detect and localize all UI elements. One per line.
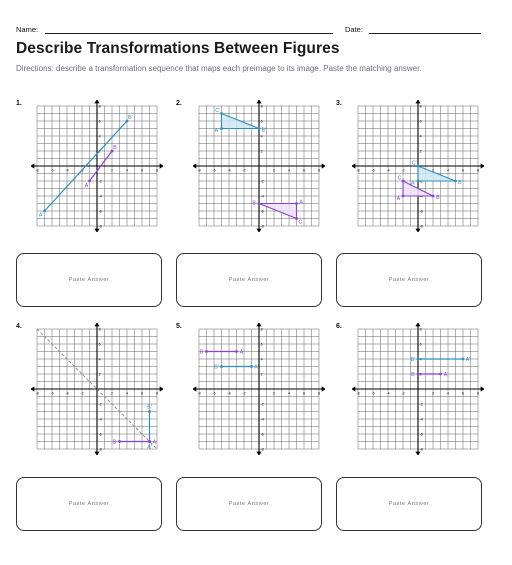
x-tick-label: -4 (65, 168, 69, 173)
vertex-point (148, 440, 151, 443)
vertex-point (402, 180, 405, 183)
vertex-label: C (298, 219, 303, 226)
x-tick-label: 4 (126, 168, 128, 173)
y-tick-label: 2 (419, 149, 422, 154)
x-tick-label: -2 (80, 168, 84, 173)
date-label: Date: (345, 25, 363, 34)
y-axis-arrow (256, 452, 261, 455)
vertex-point (454, 180, 457, 183)
x-tick-label: -6 (212, 168, 216, 173)
x-tick-label: -8 (356, 391, 360, 396)
x-tick-label: -4 (386, 391, 390, 396)
problem-number-5: 5. (176, 323, 182, 330)
problem-number-4: 4. (16, 323, 22, 330)
x-tick-label: 6 (462, 391, 464, 396)
vertex-label: B (436, 195, 440, 202)
y-axis-arrow (256, 229, 261, 232)
y-axis-arrow (94, 100, 99, 103)
answer-placeholder-3: Paste Answer (388, 277, 430, 283)
vertex-label: A (239, 349, 244, 356)
x-tick-label: 8 (477, 168, 479, 173)
vertex-point (220, 365, 223, 368)
x-axis-arrow (322, 386, 325, 391)
vertex-label: A (152, 439, 157, 446)
x-tick-label: 6 (462, 168, 464, 173)
x-tick-label: 2 (111, 391, 113, 396)
vertex-label: A (84, 182, 89, 189)
y-axis-arrow (415, 100, 420, 103)
y-tick-label: -2 (419, 402, 423, 407)
vertex-label: A' (38, 212, 44, 219)
vertex-point (417, 180, 420, 183)
x-axis-arrow (352, 163, 355, 168)
vertex-point (235, 350, 238, 353)
x-tick-label: 8 (477, 391, 479, 396)
answer-box-4[interactable] (16, 477, 162, 531)
vertex-point (148, 410, 151, 413)
y-tick-label: 4 (98, 134, 101, 139)
vertex-label: B' (261, 127, 267, 134)
vertex-point (295, 217, 298, 220)
y-tick-label: 8 (260, 327, 263, 332)
vertex-label: B (112, 439, 117, 446)
x-axis-arrow (322, 163, 325, 168)
x-axis-arrow (31, 386, 34, 391)
y-axis-arrow (94, 323, 99, 326)
x-axis-arrow (193, 386, 196, 391)
y-tick-label: -6 (98, 209, 102, 214)
y-tick-label: 2 (419, 372, 422, 377)
y-tick-label: -8 (260, 447, 264, 452)
graph-1 (31, 100, 163, 232)
y-tick-label: -4 (419, 417, 423, 422)
vertex-label: B' (147, 404, 152, 411)
y-tick-label: 6 (260, 119, 263, 124)
y-tick-label: -8 (419, 224, 423, 229)
answer-box-6[interactable] (336, 477, 482, 531)
answer-box-2[interactable] (176, 253, 322, 307)
vertex-point (417, 358, 420, 361)
y-axis-arrow (94, 229, 99, 232)
worksheet-title: Describe Transformations Between Figures (16, 40, 340, 57)
y-tick-label: -6 (419, 209, 423, 214)
x-tick-label: -6 (212, 391, 216, 396)
vertex-label: A (299, 199, 303, 206)
y-tick-label: 8 (419, 327, 422, 332)
x-tick-label: -6 (371, 391, 375, 396)
vertex-label: A' (214, 128, 220, 135)
y-tick-label: -8 (419, 447, 423, 452)
y-tick-label: -2 (260, 179, 264, 184)
vertex-point (43, 210, 46, 213)
vertex-point (402, 195, 405, 198)
y-tick-label: -4 (260, 194, 264, 199)
vertex-label: B (113, 144, 117, 151)
x-tick-label: 4 (288, 168, 290, 173)
x-tick-label: -2 (242, 168, 246, 173)
y-tick-label: -8 (98, 224, 102, 229)
vertex-point (439, 373, 442, 376)
y-tick-label: 8 (260, 104, 263, 109)
graph-3 (352, 100, 484, 232)
x-tick-label: -4 (65, 391, 69, 396)
answer-placeholder-1: Paste Answer (68, 277, 110, 283)
x-axis-arrow (352, 386, 355, 391)
directions-text: Directions: describe a transformation sequence that maps each preimage to its image. Paste the matching answer. (16, 64, 422, 73)
y-tick-label: 8 (98, 327, 101, 332)
vertex-point (220, 127, 223, 130)
vertex-point (220, 112, 223, 115)
x-tick-label: 4 (447, 391, 449, 396)
problem-number-1: 1. (16, 100, 22, 107)
x-tick-label: -2 (242, 391, 246, 396)
graph-5 (193, 323, 325, 455)
vertex-label: A' (147, 444, 152, 451)
y-axis-arrow (415, 323, 420, 326)
vertex-label: C' (215, 108, 220, 115)
y-tick-label: 8 (98, 104, 101, 109)
y-tick-label: 4 (260, 134, 263, 139)
vertex-point (295, 202, 298, 205)
name-line[interactable] (45, 33, 333, 34)
x-tick-label: 2 (273, 168, 275, 173)
y-tick-label: 6 (419, 119, 422, 124)
graph-4 (31, 323, 163, 455)
y-tick-label: -2 (98, 402, 102, 407)
x-tick-label: 8 (156, 168, 158, 173)
vertex-label: B' (458, 179, 463, 186)
x-tick-label: -8 (35, 168, 39, 173)
y-tick-label: 4 (419, 134, 422, 139)
y-tick-label: -4 (98, 417, 102, 422)
x-tick-label: -4 (386, 168, 390, 173)
x-tick-label: 6 (141, 391, 143, 396)
problem-number-3: 3. (336, 100, 342, 107)
vertex-label: B' (128, 115, 133, 122)
y-tick-label: 6 (260, 342, 263, 347)
y-tick-label: 4 (419, 357, 422, 362)
x-tick-label: 4 (288, 391, 290, 396)
vertex-point (417, 165, 420, 168)
y-axis-arrow (415, 229, 420, 232)
x-tick-label: -2 (80, 391, 84, 396)
date-line[interactable] (369, 33, 481, 34)
x-axis-arrow (481, 163, 484, 168)
answer-box-5[interactable] (176, 477, 322, 531)
y-tick-label: -2 (98, 179, 102, 184)
name-label: Name: (16, 25, 39, 34)
y-tick-label: -2 (260, 402, 264, 407)
y-tick-label: -8 (260, 224, 264, 229)
vertex-point (88, 180, 91, 183)
x-tick-label: 4 (447, 168, 449, 173)
vertex-point (258, 202, 261, 205)
y-tick-label: 2 (98, 372, 101, 377)
vertex-point (118, 440, 121, 443)
answer-placeholder-6: Paste Answer (388, 501, 430, 507)
x-tick-label: -8 (356, 168, 360, 173)
graph-2 (193, 100, 325, 232)
x-tick-label: -8 (35, 391, 39, 396)
y-tick-label: -6 (260, 432, 264, 437)
vertex-point (258, 127, 261, 130)
vertex-label: B (411, 371, 415, 378)
vertex-point (462, 358, 465, 361)
y-tick-label: -4 (260, 417, 264, 422)
x-tick-label: -6 (371, 168, 375, 173)
x-axis-arrow (481, 386, 484, 391)
vertex-point (250, 365, 253, 368)
vertex-label: A' (465, 356, 471, 363)
vertex-label: A' (411, 180, 416, 187)
answer-placeholder-2: Paste Answer (228, 277, 270, 283)
x-tick-label: -6 (50, 391, 54, 396)
y-tick-label: -8 (98, 447, 102, 452)
x-tick-label: -2 (401, 168, 405, 173)
y-tick-label: 4 (260, 357, 263, 362)
vertex-label: B' (214, 364, 219, 371)
y-tick-label: 2 (260, 372, 263, 377)
vertex-label: A' (254, 364, 259, 371)
vertex-point (205, 350, 208, 353)
vertex-label: B (199, 349, 204, 356)
y-tick-label: 4 (98, 357, 101, 362)
x-tick-label: 2 (111, 168, 113, 173)
x-tick-label: 8 (318, 168, 320, 173)
vertex-label: C' (411, 160, 417, 167)
y-tick-label: 2 (98, 149, 101, 154)
y-tick-label: 6 (98, 342, 101, 347)
y-tick-label: -6 (419, 432, 423, 437)
x-axis-arrow (160, 163, 163, 168)
answer-box-3[interactable] (336, 253, 482, 307)
x-axis-arrow (160, 386, 163, 391)
answer-box-1[interactable] (16, 253, 162, 307)
x-tick-label: -8 (197, 168, 201, 173)
x-tick-label: 2 (432, 391, 434, 396)
x-tick-label: -8 (197, 391, 201, 396)
y-axis-arrow (94, 452, 99, 455)
x-tick-label: -2 (401, 391, 405, 396)
x-tick-label: 6 (141, 168, 143, 173)
answer-placeholder-5: Paste Answer (228, 501, 270, 507)
x-tick-label: 2 (432, 168, 434, 173)
y-tick-label: -4 (98, 194, 102, 199)
y-axis-arrow (256, 100, 261, 103)
x-tick-label: 6 (303, 391, 305, 396)
vertex-label: A (396, 196, 401, 203)
vertex-label: C (397, 175, 402, 182)
vertex-point (417, 373, 420, 376)
problem-number-2: 2. (176, 100, 182, 107)
problem-number-6: 6. (336, 323, 342, 330)
vertex-label: B' (410, 356, 416, 363)
vertex-point (432, 195, 435, 198)
answer-placeholder-4: Paste Answer (68, 501, 110, 507)
x-tick-label: -4 (227, 168, 231, 173)
y-axis-arrow (256, 323, 261, 326)
x-tick-label: 8 (318, 391, 320, 396)
x-tick-label: -6 (50, 168, 54, 173)
x-tick-label: 2 (273, 391, 275, 396)
graph-6 (352, 323, 484, 455)
y-tick-label: 6 (419, 342, 422, 347)
x-tick-label: 4 (126, 391, 128, 396)
vertex-label: B (252, 200, 256, 207)
x-tick-label: 6 (303, 168, 305, 173)
x-axis-arrow (31, 163, 34, 168)
x-tick-label: -4 (227, 391, 231, 396)
y-tick-label: -6 (98, 432, 102, 437)
vertex-label: A (443, 371, 448, 378)
x-tick-label: 8 (156, 391, 158, 396)
x-axis-arrow (193, 163, 196, 168)
y-tick-label: 2 (260, 149, 263, 154)
y-tick-label: 8 (419, 104, 422, 109)
y-tick-label: 6 (98, 119, 101, 124)
y-tick-label: -6 (260, 209, 264, 214)
y-axis-arrow (415, 452, 420, 455)
